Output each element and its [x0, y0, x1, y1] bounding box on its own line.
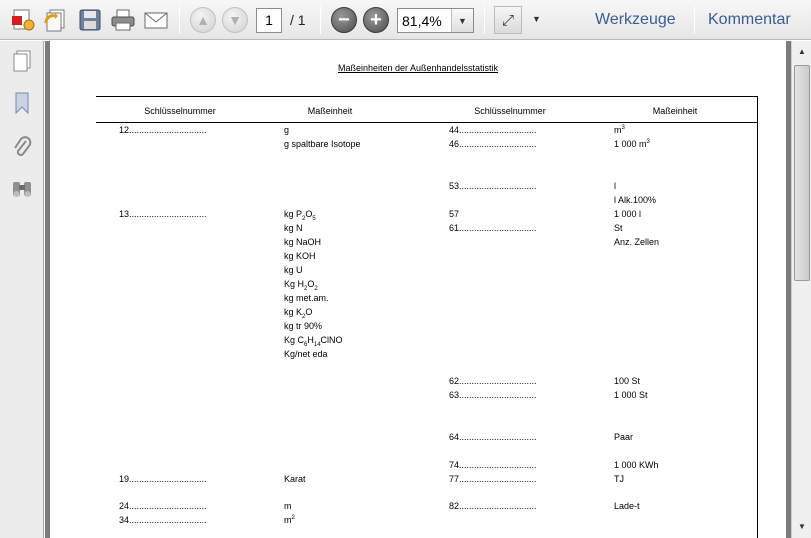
- header-schluesselnummer-1: Schlüsselnummer: [144, 106, 216, 116]
- table-rule-top: [96, 96, 758, 97]
- kommentar-button[interactable]: Kommentar: [708, 11, 791, 28]
- toolbar: [0, 0, 811, 40]
- unit-lade-t: Lade-t: [614, 501, 640, 511]
- key-24: 24...............................: [119, 501, 207, 511]
- key-64: 64...............................: [449, 432, 537, 442]
- toolbar-separator: [694, 6, 695, 34]
- minus-icon: −: [338, 9, 350, 31]
- vertical-scrollbar[interactable]: [791, 41, 811, 538]
- unit-st: St: [614, 223, 623, 233]
- combine-files-icon: [43, 7, 69, 33]
- toolbar-separator: [179, 6, 180, 34]
- unit-m3: $m^3$: [614, 125, 625, 135]
- full-screen-button[interactable]: [494, 6, 522, 34]
- unit-g-isotope: g spaltbare Isotope: [284, 139, 361, 149]
- bookmarks-button[interactable]: [8, 89, 36, 117]
- unit-m: m: [284, 501, 292, 511]
- header-masseinheit-1: Maßeinheit: [307, 106, 353, 116]
- unit-anz-zellen: Anz. Zellen: [614, 237, 660, 247]
- chevron-down-icon[interactable]: ▼: [451, 9, 473, 32]
- key-19: 19...............................: [119, 474, 207, 484]
- scroll-up-icon[interactable]: ▲: [798, 46, 806, 56]
- pages-icon: [11, 49, 33, 73]
- scroll-down-icon[interactable]: ▼: [798, 521, 806, 531]
- envelope-icon: [143, 10, 169, 30]
- plus-icon: +: [370, 9, 382, 31]
- werkzeuge-button[interactable]: Werkzeuge: [595, 11, 676, 28]
- key-82: 82...............................: [449, 501, 537, 511]
- key-13: 13...............................: [119, 209, 207, 219]
- bookmark-icon: [13, 91, 31, 115]
- unit-tj: TJ: [614, 474, 624, 484]
- zoom-value: 81,4%: [402, 13, 442, 29]
- unit-kg-n: kg N: [284, 223, 303, 233]
- arrow-up-icon: ▲: [196, 12, 210, 28]
- unit-kg-u: kg U: [284, 265, 303, 275]
- table-rule-header: [96, 122, 758, 123]
- unit-kg-p2o5: kg $P_2O_5$: [284, 209, 316, 222]
- document-title: Maßeinheiten der Außenhandelsstatistik: [337, 63, 499, 73]
- page-total: / 1: [290, 12, 306, 28]
- key-12: 12...............................: [119, 125, 207, 135]
- unit-kg-k2o: kg $K_2O$: [284, 307, 313, 320]
- page-thumbnails-button[interactable]: [8, 47, 36, 75]
- navigation-panel: [0, 41, 44, 538]
- unit-1000-kwh: 1 000 KWh: [614, 460, 659, 470]
- unit-kg-met-am: kg met.am.: [284, 293, 329, 303]
- unit-1000-m3: 1 000 $m^3$: [614, 139, 650, 149]
- unit-kg-naoh: kg NaOH: [284, 237, 322, 247]
- expand-arrows-icon: ⤢: [501, 11, 514, 29]
- key-77: 77...............................: [449, 474, 537, 484]
- pdf-page: [50, 41, 786, 538]
- save-button[interactable]: [75, 5, 105, 35]
- printer-icon: [110, 8, 136, 32]
- key-74: 74...............................: [449, 460, 537, 470]
- paperclip-icon: [12, 135, 32, 159]
- create-pdf-icon: [10, 7, 36, 33]
- toolbar-separator: [484, 6, 485, 34]
- unit-1000-st: 1 000 St: [614, 390, 648, 400]
- combine-files-button[interactable]: [41, 5, 71, 35]
- unit-m2: $m^2$: [284, 515, 295, 525]
- unit-kg-h2o2: Kg $H_2O_2$: [284, 279, 318, 292]
- table-rule-right: [757, 96, 758, 538]
- unit-g: g: [284, 125, 290, 135]
- page-number-input[interactable]: 1: [256, 8, 282, 33]
- next-page-button[interactable]: [222, 7, 248, 33]
- attachments-button[interactable]: [8, 133, 36, 161]
- zoom-out-button[interactable]: [331, 7, 357, 33]
- email-button[interactable]: [141, 5, 171, 35]
- key-46: 46...............................: [449, 139, 537, 149]
- arrow-down-icon: ▼: [228, 12, 242, 28]
- key-63: 63...............................: [449, 390, 537, 400]
- key-53: 53...............................: [449, 181, 537, 191]
- key-62: 62...............................: [449, 376, 537, 386]
- unit-l-alk: l Alk.100%: [614, 195, 657, 205]
- toolbar-separator: [320, 6, 321, 34]
- unit-kg-koh: kg KOH: [284, 251, 316, 261]
- more-tools-chevron-icon[interactable]: ▼: [532, 14, 541, 24]
- key-57: 57: [449, 209, 460, 219]
- unit-l: l: [614, 181, 616, 191]
- unit-paar: Paar: [614, 432, 634, 442]
- unit-karat: Karat: [284, 474, 306, 484]
- search-button[interactable]: [8, 175, 36, 203]
- unit-1000-l: 1 000 l: [614, 209, 642, 219]
- header-schluesselnummer-2: Schlüsselnummer: [474, 106, 546, 116]
- scroll-thumb[interactable]: [794, 65, 810, 281]
- key-61: 61...............................: [449, 223, 537, 233]
- floppy-disk-icon: [78, 8, 102, 32]
- unit-kg-c6h14clno: Kg $C_6H_{14}ClNO$: [284, 335, 343, 348]
- document-viewer[interactable]: [45, 41, 791, 538]
- zoom-select[interactable]: [397, 8, 474, 33]
- key-44: 44...............................: [449, 125, 537, 135]
- unit-kg-tr-90: kg tr 90%: [284, 321, 323, 331]
- unit-kg-net-eda: Kg/net eda: [284, 349, 328, 359]
- create-pdf-button[interactable]: [8, 5, 38, 35]
- key-34: 34...............................: [119, 515, 207, 525]
- previous-page-button[interactable]: [190, 7, 216, 33]
- unit-100-st: 100 St: [614, 376, 641, 386]
- print-button[interactable]: [108, 5, 138, 35]
- zoom-in-button[interactable]: [363, 7, 389, 33]
- binoculars-icon: [10, 178, 34, 200]
- header-masseinheit-2: Maßeinheit: [652, 106, 698, 116]
